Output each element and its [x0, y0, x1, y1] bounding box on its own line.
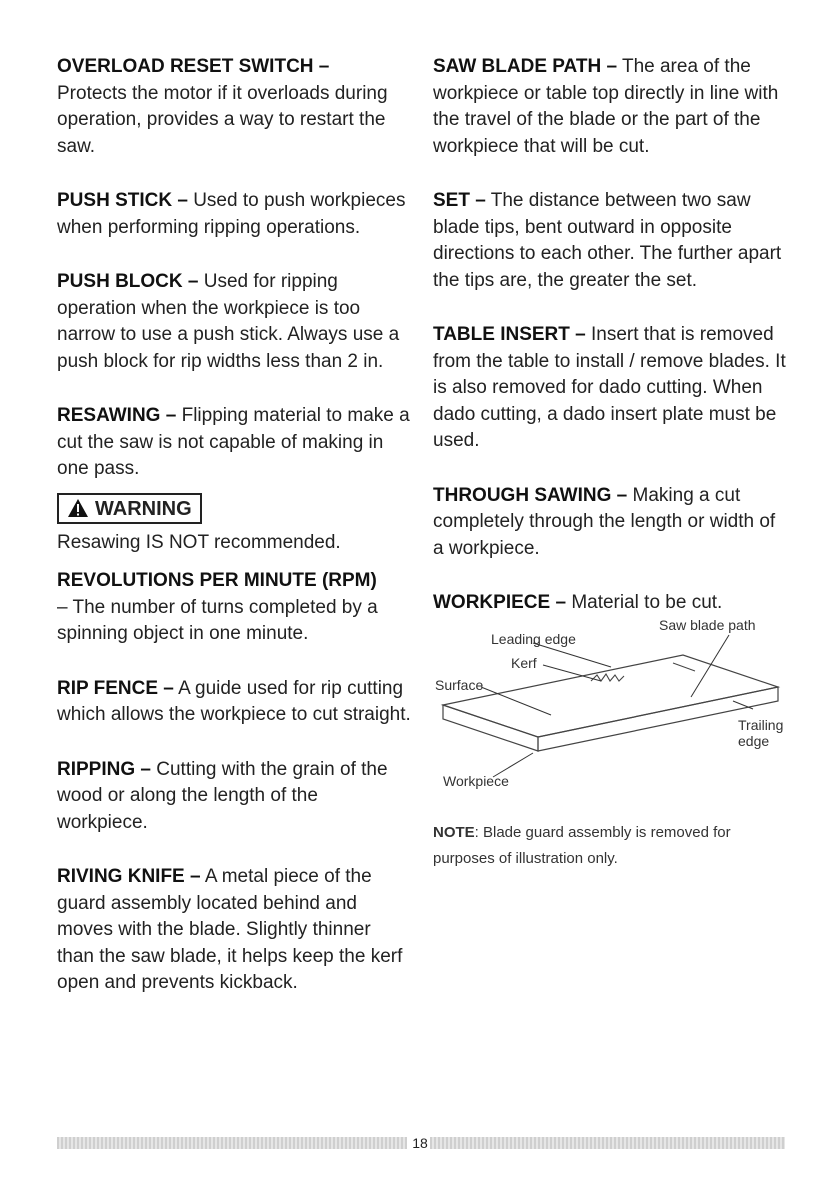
term-label: WORKPIECE – — [433, 592, 567, 613]
definition-text: Insert that is removed from the table to install / remove blades. It is also removed for dado cutting. When dado cutting, a dado insert plate must be used. — [433, 324, 786, 451]
term-label: THROUGH SAWING – — [433, 484, 628, 506]
right-column — [433, 54, 788, 887]
label-workpiece: Workpiece — [443, 772, 509, 789]
definition-saw-blade-path — [433, 54, 788, 160]
definition-text: Protects the motor if it overloads during operation, provides a way to restart the saw. — [57, 82, 388, 157]
note-text: : Blade guard assembly is removed for purposes of illustration only. — [433, 823, 731, 867]
definition-resawing — [57, 403, 412, 483]
definition-rip-fence — [57, 676, 412, 729]
term-label: SET – — [433, 190, 486, 211]
page-number: 18 — [412, 1135, 428, 1151]
definition-ripping — [57, 757, 412, 837]
definition-push-block — [57, 269, 412, 375]
term-label: TABLE INSERT – — [433, 324, 586, 345]
footer-bar-left — [57, 1137, 407, 1149]
definition-text: Flipping material to make a cut the saw is not capable of making in one pass. — [57, 405, 410, 479]
label-surface: Surface — [435, 676, 484, 693]
definition-set — [433, 188, 788, 294]
definition-text: Making a cut completely through the length or width of a workpiece. — [433, 484, 776, 559]
warning-label — [57, 493, 202, 524]
definition-table-insert — [433, 322, 788, 455]
term-label: RIP FENCE – — [57, 677, 174, 699]
label-edge: edge — [738, 732, 770, 749]
warning-triangle-icon — [67, 498, 89, 518]
term-label: REVOLUTIONS PER MINUTE (RPM) — [57, 570, 377, 591]
definition-rpm — [57, 568, 412, 648]
workpiece-diagram — [433, 616, 788, 805]
definition-riving-knife — [57, 864, 412, 997]
definition-text: A metal piece of the guard assembly located behind and moves with the blade. Slightly thinner than the saw blade, it helps keep the kerf open and prevents kickback. — [57, 866, 403, 993]
term-label: PUSH BLOCK – — [57, 271, 199, 292]
term-label: SAW BLADE PATH – — [433, 56, 618, 77]
definition-text: Cutting with the grain of the wood or along the length of the workpiece. — [57, 758, 388, 833]
page-footer — [57, 1134, 785, 1152]
definition-overload-reset-switch — [57, 54, 412, 160]
label-kerf: Kerf — [511, 654, 537, 671]
label-saw-blade-path: Saw blade path — [659, 616, 756, 633]
note-label: NOTE — [433, 823, 475, 841]
term-label: RIPPING – — [57, 758, 151, 780]
definition-through-sawing — [433, 483, 788, 563]
definition-text: A guide used for rip cutting which allows the workpiece to cut straight. — [57, 677, 411, 725]
definition-text: Used to push workpieces when performing ripping operations. — [57, 190, 406, 238]
label-leading-edge: Leading edge — [491, 630, 576, 647]
footer-bar-right — [430, 1137, 785, 1149]
illustration-note — [433, 820, 788, 872]
definition-push-stick — [57, 188, 412, 241]
definition-text: Used for ripping operation when the workpiece is too narrow to use a push stick. Always use a push block for rip widths less than 2 in. — [57, 271, 400, 372]
label-trailing: Trailing — [738, 716, 784, 733]
warning-text: WARNING — [95, 497, 192, 520]
term-label: RIVING KNIFE – — [57, 866, 201, 887]
left-column — [57, 54, 412, 1025]
warning-message: Resawing IS NOT recommended. — [57, 531, 341, 553]
term-label: PUSH STICK – — [57, 190, 188, 211]
term-label: OVERLOAD RESET SWITCH – — [57, 56, 330, 77]
term-label: RESAWING – — [57, 405, 177, 426]
definition-workpiece — [433, 590, 788, 617]
definition-text: The area of the workpiece or table top directly in line with the travel of the blade or the part of the workpiece that will be cut. — [433, 56, 779, 157]
definition-text: The distance between two saw blade tips, bent outward in opposite directions to each other. The further apart the tips are, the greater the set. — [433, 190, 782, 291]
definition-text: Material to be cut. — [571, 592, 723, 613]
definition-text: – The number of turns completed by a spinning object in one minute. — [57, 596, 378, 644]
